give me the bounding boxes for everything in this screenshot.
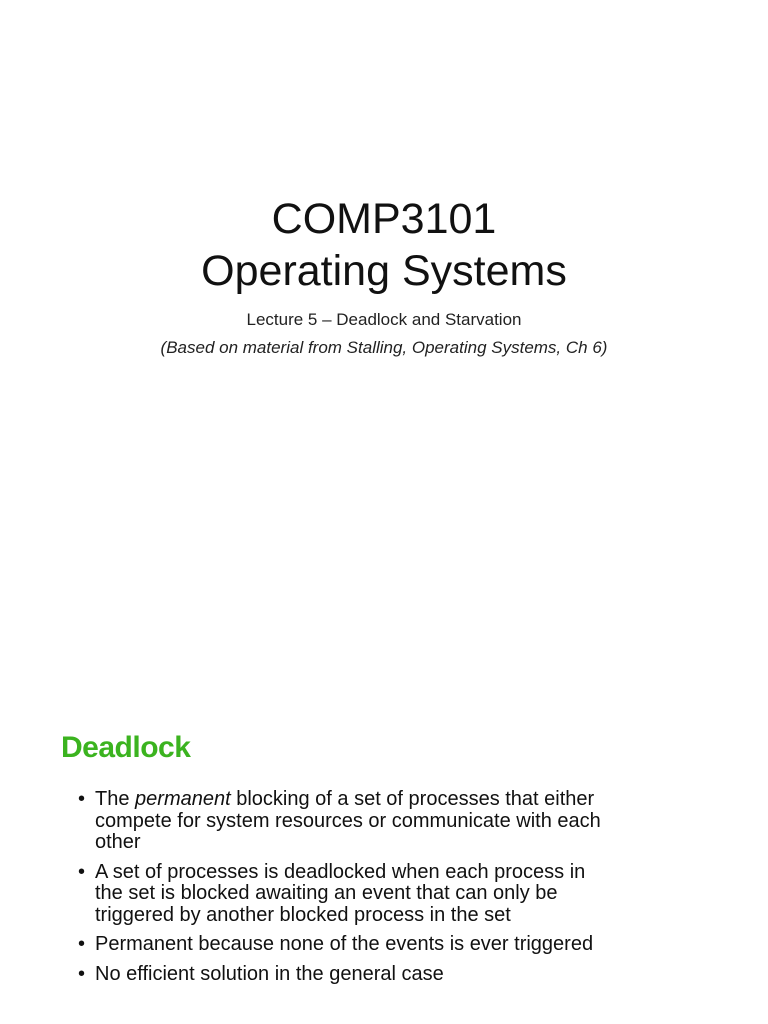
bullet-text: A set of processes is deadlocked when each process in the set is blocked awaiting an event that can only be triggered by another blocked process in the set: [95, 860, 586, 926]
bullet-item: [78, 934, 608, 956]
bullet-icon: •: [78, 962, 86, 985]
bullet-item: [78, 964, 608, 986]
bullet-emphasis: permanent: [135, 788, 231, 810]
bullet-text: Permanent because none of the events is ever triggered: [95, 933, 594, 955]
course-code: COMP3101: [271, 195, 497, 243]
bullet-icon: •: [78, 860, 86, 883]
source-note: (Based on material from Stalling, Operating Systems, Ch 6): [160, 338, 608, 357]
course-name: Operating Systems: [201, 247, 567, 295]
slide-heading: Deadlock: [61, 731, 191, 764]
bullet-list: [78, 789, 608, 993]
lecture-subtitle: Lecture 5 – Deadlock and Starvation: [246, 310, 522, 329]
deadlock-slide: [0, 720, 768, 1024]
bullet-icon: •: [78, 933, 86, 955]
bullet-icon: •: [78, 788, 86, 810]
bullet-text-prefix: The: [95, 788, 136, 810]
bullet-item: [78, 789, 608, 854]
bullet-item: [78, 862, 608, 927]
bullet-text: No efficient solution in the general case: [95, 962, 444, 985]
bullet-text-suffix: blocking of a set of processes that either compete for system resources or communicate with each other: [95, 788, 601, 853]
